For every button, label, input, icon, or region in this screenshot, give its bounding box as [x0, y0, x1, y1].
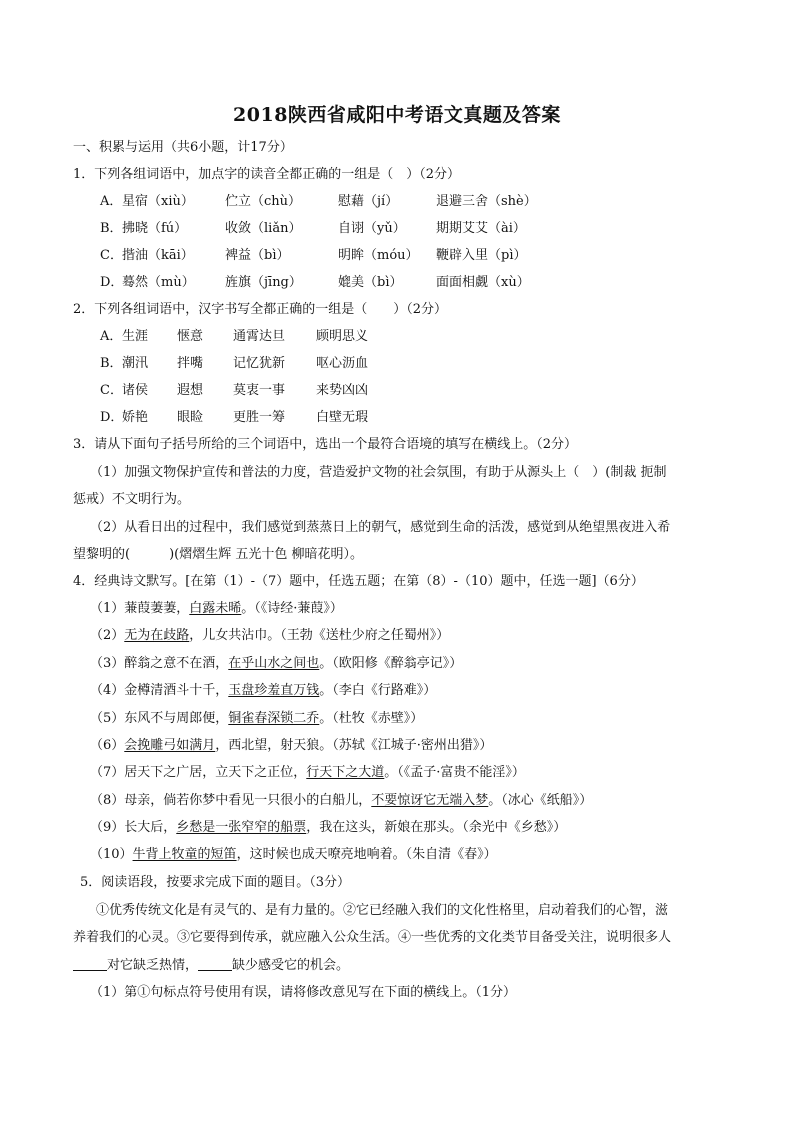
q3-part1-line1: （1）加强文物保护宣传和普法的力度，营造爱护文物的社会氛围，有助于从源头上（ ）(制裁 扼制 [90, 465, 667, 480]
q3-part1-line2: 惩戒）不文明行为。 [73, 492, 191, 507]
option-word: 更胜一筹 [233, 410, 286, 425]
item-source: ，西北望，射天狼。（苏轼《江城子·密州出猎》） [215, 738, 493, 753]
item-source: 。（李白《行路难》） [319, 683, 437, 698]
q4-item [90, 765, 525, 781]
option-word: 潮汛 [122, 356, 149, 371]
option-label: A． [100, 194, 123, 209]
underlined-answer: 牛背上牧童的短笛 [132, 847, 237, 862]
q4-item [90, 793, 592, 809]
q5-passage-line3 [73, 958, 349, 974]
option-label: A． [100, 329, 123, 344]
option-label: C． [100, 383, 123, 398]
q4-item [90, 656, 462, 672]
option-label: D． [100, 275, 124, 290]
item-source: 。（《孟子·富贵不能淫》） [384, 765, 525, 780]
option-word: 星宿（xiù） [122, 194, 194, 209]
option-word: 诸侯 [122, 383, 149, 398]
option-label: C． [100, 248, 123, 263]
item-source: 。（欧阳修《醉翁亭记》） [319, 656, 463, 671]
underlined-answer: 无为在歧路 [124, 628, 190, 643]
underlined-answer: 玉盘珍羞直万钱 [228, 683, 320, 698]
option-word: 拌嘴 [177, 356, 204, 371]
item-text: （8）母亲，倘若你梦中看见一只很小的白船儿， [90, 793, 372, 808]
option-word: 面面相觑（xù） [436, 275, 530, 290]
option-word: 期期艾艾（ài） [436, 221, 526, 236]
item-text: （4）金樽清酒斗十千， [90, 683, 229, 698]
item-text: （6） [90, 738, 125, 753]
item-text: （2） [90, 628, 125, 643]
item-source: ，我在这头，新娘在那头。（余光中《乡愁》） [306, 820, 567, 835]
option-word: 鞭辟入里（pì） [436, 248, 527, 263]
q5-passage-line1: ①优秀传统文化是有灵气的、是有力量的。②它已经融入我们的文化性格里，启动着我们的心智，滋 [96, 903, 669, 918]
underlined-answer: 乡愁是一张窄窄的船票 [176, 820, 307, 835]
q5-sub-question-1: （1）第①句标点符号使用有误，请将修改意见写在下面的横线上。（1分） [90, 985, 517, 1000]
item-source: 。（杜牧《赤壁》） [319, 711, 424, 726]
underlined-answer: 行天下之大道 [306, 765, 385, 780]
q4-item [90, 601, 343, 617]
page-title: 2018陕西省咸阳中考语文真题及答案 [233, 104, 561, 126]
option-word: 拂晓（fú） [122, 221, 188, 236]
q3-stem: 3．请从下面句子括号所给的三个词语中，选出一个最符合语境的填写在横线上。（2分） [73, 437, 578, 452]
item-text: （5）东风不与周郎便， [90, 711, 229, 726]
underlined-answer: 铜雀春深锁二乔 [228, 711, 320, 726]
option-word: 呕心沥血 [316, 356, 369, 371]
option-word: 收敛（liǎn） [225, 221, 302, 236]
item-text: （1）蒹葭萋萋， [90, 601, 190, 616]
option-word: 惬意 [177, 329, 204, 344]
option-word: 退避三舍（shè） [436, 194, 537, 209]
underlined-answer: 不要惊讶它无端入梦 [371, 793, 489, 808]
item-source: ，这时候也成天嘹亮地响着。（朱自清《春》） [236, 847, 497, 862]
answer-blank [198, 958, 232, 971]
passage-text: 缺少感受它的机会。 [232, 958, 350, 973]
option-word: 慰藉（jí） [338, 194, 399, 209]
item-text: （7）居天下之广居，立天下之正位， [90, 765, 307, 780]
option-word: 顾明思义 [316, 329, 369, 344]
option-word: 裨益（bì） [225, 248, 290, 263]
q4-item [90, 820, 566, 836]
option-word: 白壁无瑕 [316, 410, 369, 425]
q4-item [90, 738, 492, 754]
option-word: 自诩（yǔ） [338, 221, 406, 236]
q4-stem: 4．经典诗文默写。[在第（1）-（7）题中，任选五题；在第（8）-（10）题中，任选一题]（6分） [73, 574, 644, 589]
underlined-answer: 白露未晞 [189, 601, 242, 616]
q1-stem: 1．下列各组词语中，加点字的读音全都正确的一组是（ ）（2分） [73, 167, 461, 182]
option-label: B． [100, 221, 123, 236]
option-word: 旌旗（jīng） [225, 275, 302, 290]
item-source: ，儿女共沾巾。（王勃《送杜少府之任蜀州》） [189, 628, 450, 643]
option-label: B． [100, 356, 123, 371]
option-label: D． [100, 410, 124, 425]
q3-part2-line2: 望黎明的( )(熠熠生辉 五光十色 柳暗花明）。 [73, 547, 363, 562]
option-word: 伫立（chù） [225, 194, 302, 209]
option-word: 媲美（bì） [338, 275, 403, 290]
q4-item [90, 847, 497, 863]
q5-stem: 5．阅读语段，按要求完成下面的题目。（3分） [80, 875, 351, 890]
item-text: （9）长大后， [90, 820, 177, 835]
q5-passage-line2: 养着我们的心灵。③它要得到传承，就应融入公众生活。④一些优秀的文化类节目备受关注，说明很多人 [73, 930, 672, 945]
option-word: 娇艳 [122, 410, 149, 425]
option-word: 莫衷一事 [233, 383, 286, 398]
option-word: 记忆犹新 [233, 356, 286, 371]
answer-blank [73, 958, 107, 971]
option-word: 蓦然（mù） [122, 275, 195, 290]
option-word: 通霄达旦 [233, 329, 286, 344]
option-word: 来势凶凶 [316, 383, 369, 398]
option-word: 遐想 [177, 383, 204, 398]
item-text: （10） [90, 847, 133, 862]
underlined-answer: 会挽雕弓如满月 [124, 738, 216, 753]
section-heading: 一、积累与运用（共6小题，计17分） [73, 140, 293, 155]
option-word: 生涯 [122, 329, 149, 344]
q4-item [90, 711, 423, 727]
q4-item [90, 628, 449, 644]
item-source: 。（《诗经·蒹葭》） [241, 601, 343, 616]
option-word: 眼睑 [177, 410, 204, 425]
q2-stem: 2．下列各组词语中，汉字书写全都正确的一组是（ ）（2分） [73, 302, 448, 317]
underlined-answer: 在乎山水之间也 [228, 656, 320, 671]
passage-text: 对它缺乏热情， [107, 958, 199, 973]
item-source: 。（冰心《纸船》） [488, 793, 593, 808]
item-text: （3）醉翁之意不在酒， [90, 656, 229, 671]
q3-part2-line1: （2）从看日出的过程中，我们感觉到蒸蒸日上的朝气，感觉到生命的活泼，感觉到从绝望黑夜进入希 [90, 520, 671, 535]
option-word: 明眸（móu） [338, 248, 419, 263]
q4-item [90, 683, 436, 699]
option-word: 揩油（kāi） [122, 248, 194, 263]
